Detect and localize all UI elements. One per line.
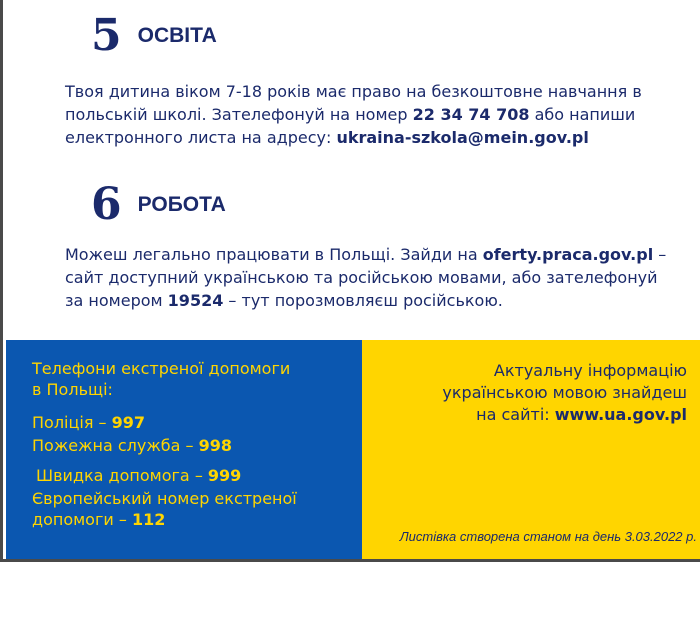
- emergency-ambulance: Швидка допомога – 999: [36, 466, 242, 485]
- work-phone: 19524: [167, 291, 224, 310]
- work-text: – тут порозмовляєш російською.: [223, 291, 503, 310]
- education-number: 5: [91, 10, 122, 61]
- education-title: ОСВІТА: [137, 24, 217, 47]
- education-text: Твоя дитина віком 7-18 років має право на безкоштовне навчання в польській школі. Зателефонуй на номер: [65, 82, 642, 124]
- emergency-fire: Пожежна служба – 998: [32, 436, 232, 455]
- emergency-panel: [6, 340, 362, 559]
- work-text: – сайт доступний українською та російською мовами, або зателефонуй за номером: [65, 245, 667, 310]
- info-panel: [362, 340, 700, 559]
- emergency-heading: Телефони екстреної допомоги в Польщі:: [32, 359, 291, 399]
- emergency-police: Поліція – 997: [32, 413, 146, 432]
- work-title: РОБОТА: [137, 193, 226, 216]
- education-paragraph: [65, 80, 675, 149]
- education-email: ukraina-szkola@mein.gov.pl: [336, 128, 589, 147]
- work-paragraph: [65, 243, 675, 312]
- leaflet-date-note: Листівка створена станом на день 3.03.2022 р.: [399, 529, 697, 544]
- info-site-link[interactable]: www.ua.gov.pl: [554, 405, 687, 424]
- education-heading: [91, 10, 217, 61]
- work-site: oferty.praca.gov.pl: [482, 245, 654, 264]
- emergency-eu: Європейський номер екстреної допомоги – 112: [32, 489, 297, 529]
- work-text: Можеш легально працювати в Польщі. Зайди на: [65, 245, 483, 264]
- info-text: Актуальну інформацію українською мовою знайдеш на сайті: www.ua.gov.pl: [442, 361, 687, 424]
- work-heading: [91, 179, 226, 230]
- education-text: або напиши електронного листа на адресу:: [65, 105, 636, 147]
- work-number: 6: [91, 179, 122, 230]
- education-phone: 22 34 74 708: [412, 105, 530, 124]
